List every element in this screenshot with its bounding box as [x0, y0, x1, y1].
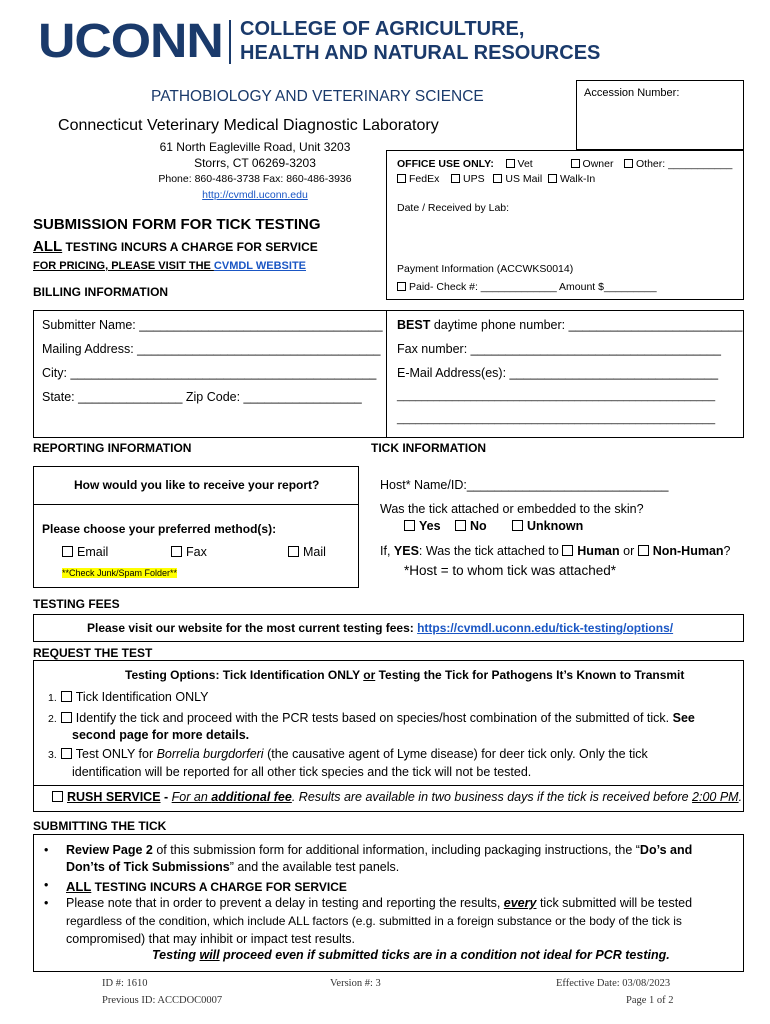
payment-info-label: Payment Information (ACCWKS0014): [397, 263, 574, 275]
choose-method-label: Please choose your preferred method(s):: [42, 522, 277, 536]
bullet-icon: •: [44, 843, 49, 857]
tick-heading: TICK INFORMATION: [371, 441, 487, 455]
department-name: PATHOBIOLOGY AND VETERINARY SCIENCE: [151, 88, 484, 105]
footer-page-number: Page 1 of 2: [626, 995, 674, 1006]
best-phone-field[interactable]: BEST daytime phone number: _________________________: [397, 318, 743, 332]
city-field[interactable]: City: ____________________________________________: [42, 366, 377, 380]
reporting-heading: REPORTING INFORMATION: [33, 441, 192, 455]
request-divider: [33, 785, 744, 786]
attached-question: Was the tick attached or embedded to the skin?: [380, 502, 644, 516]
date-received-label: Date / Received by Lab:: [397, 202, 510, 214]
office-check-fedex[interactable]: FedEx: [397, 173, 439, 185]
office-use-label: OFFICE USE ONLY:: [397, 158, 494, 170]
cvmdl-website-link[interactable]: CVMDL WEBSITE: [213, 260, 306, 272]
option-2-checkbox[interactable]: 2. Identify the tick and proceed with the PCR tests based on species/host combination of the submitted of tick. See: [48, 711, 695, 725]
bullet-icon: •: [44, 896, 49, 910]
extra-line-1[interactable]: ____________________________________________________: [397, 390, 716, 402]
checkbox[interactable]: [506, 159, 515, 168]
testing-options-title: Testing Options: Tick Identification ONLY or Testing the Tick for Pathogens It’s Known to Transmit: [125, 668, 685, 682]
method-fax-checkbox[interactable]: Fax: [171, 545, 207, 559]
footer-id: ID #: 1610: [102, 978, 148, 989]
office-check-vet[interactable]: Vet: [506, 158, 533, 170]
charge-notice: ALL TESTING INCURS A CHARGE FOR SERVICE: [33, 238, 318, 255]
form-title: SUBMISSION FORM FOR TICK TESTING: [33, 216, 321, 233]
host-name-field[interactable]: Host* Name/ID:_____________________________: [380, 478, 669, 492]
address-line2: Storrs, CT 06269-3203: [194, 156, 316, 170]
lab-address: [130, 139, 380, 203]
submitting-heading: SUBMITTING THE TICK: [33, 819, 167, 833]
accession-label: Accession Number:: [584, 87, 680, 99]
bullet-icon: •: [44, 878, 49, 892]
host-human-checkbox[interactable]: Human: [562, 544, 619, 558]
submit-bullet-1-line2: Don’ts of Tick Submissions” and the available test panels.: [66, 860, 400, 874]
option-3-checkbox[interactable]: 3. Test ONLY for Borrelia burgdorferi (the causative agent of Lyme disease) for deer tick only. Only the tick: [48, 747, 648, 761]
reporting-divider: [33, 504, 359, 505]
submit-bullet-3-line2: regardless of the condition, which include ALL factors (e.g. submitted in a foreign substance or the body of the tick is: [66, 914, 682, 928]
submitter-name-field[interactable]: Submitter Name: ___________________________________: [42, 318, 383, 332]
email-address-field[interactable]: E-Mail Address(es): ______________________________: [397, 366, 719, 380]
host-nonhuman-checkbox[interactable]: Non-Human: [638, 544, 724, 558]
address-line1: 61 North Eagleville Road, Unit 3203: [159, 140, 351, 154]
extra-line-2[interactable]: ____________________________________________________: [397, 413, 716, 425]
college-name-line1: COLLEGE OF AGRICULTURE,: [240, 18, 525, 40]
footer-version: Version #: 3: [330, 978, 381, 989]
state-zip-field[interactable]: State: _______________ Zip Code: _________________: [42, 390, 362, 404]
request-heading: REQUEST THE TEST: [33, 646, 153, 660]
attached-no-checkbox[interactable]: No: [455, 519, 487, 533]
website-link[interactable]: http://cvmdl.uconn.edu: [202, 189, 308, 201]
accession-box[interactable]: [576, 80, 744, 150]
tick-testing-options-link[interactable]: https://cvmdl.uconn.edu/tick-testing/options/: [417, 621, 674, 635]
footer-previous-id: Previous ID: ACCDOC0007: [102, 995, 223, 1006]
paid-check-line[interactable]: Paid- Check #: _____________ Amount $_________: [397, 281, 657, 293]
submit-bullet-3-line3: compromised) that may inhibit or impact test results.: [66, 932, 355, 946]
phone-fax: Phone: 860-486-3738 Fax: 860-486-3936: [158, 173, 352, 185]
payment-box: [386, 276, 744, 300]
host-type-question: If, YES: Was the tick attached to Human or Non-Human?: [380, 544, 731, 558]
attached-yes-checkbox[interactable]: Yes: [404, 519, 441, 533]
logo-divider: [229, 20, 231, 64]
office-check-usmail[interactable]: US Mail: [493, 173, 542, 185]
final-notice: Testing will proceed even if submitted ticks are in a condition not ideal for PCR testing.: [152, 948, 670, 962]
lab-name: Connecticut Veterinary Medical Diagnostic Laboratory: [58, 117, 439, 134]
uconn-logo: UCONN: [38, 15, 223, 68]
fax-number-field[interactable]: Fax number: ____________________________________: [397, 342, 721, 356]
rush-service-checkbox[interactable]: RUSH SERVICE - For an additional fee. Results are available in two business days if the tick is received before 2:00 PM.: [52, 790, 742, 804]
office-check-other[interactable]: Other: ___________: [624, 158, 732, 170]
mailing-address-field[interactable]: Mailing Address: ___________________________________: [42, 342, 381, 356]
footer-effective-date: Effective Date: 03/08/2023: [556, 978, 671, 989]
junk-folder-note: **Check Junk/Spam Folder**: [62, 568, 178, 578]
option-3-line2: identification will be reported for all other tick species and the tick will not be tested.: [72, 765, 532, 779]
method-mail-checkbox[interactable]: Mail: [288, 545, 326, 559]
submit-bullet-2: ALL TESTING INCURS A CHARGE FOR SERVICE: [66, 879, 347, 894]
report-question: How would you like to receive your report?: [74, 478, 320, 492]
host-note: *Host = to whom tick was attached*: [404, 563, 616, 578]
pricing-note: FOR PRICING, PLEASE VISIT THE CVMDL WEBSITE: [33, 260, 306, 272]
option-1-checkbox[interactable]: 1. Tick Identification ONLY: [48, 690, 209, 704]
billing-divider: [386, 310, 387, 438]
option-2-line2: second page for more details.: [72, 728, 250, 742]
method-email-checkbox[interactable]: Email: [62, 545, 108, 559]
fees-heading: TESTING FEES: [33, 597, 120, 611]
attached-unknown-checkbox[interactable]: Unknown: [512, 519, 583, 533]
billing-heading: BILLING INFORMATION: [33, 285, 169, 299]
office-check-ups[interactable]: UPS: [451, 173, 485, 185]
submit-bullet-3: Please note that in order to prevent a delay in testing and reporting the results, every tick submitted will be tested: [66, 896, 693, 910]
office-check-walkin[interactable]: Walk-In: [548, 173, 595, 185]
submit-bullet-1: Review Page 2 of this submission form for additional information, including packaging instructions, the “Do’s and: [66, 843, 693, 857]
fees-text: Please visit our website for the most current testing fees: https://cvmdl.uconn.edu/tick-testing/options/: [87, 621, 674, 635]
office-check-owner[interactable]: Owner: [571, 158, 614, 170]
college-name-line2: HEALTH AND NATURAL RESOURCES: [240, 42, 601, 64]
